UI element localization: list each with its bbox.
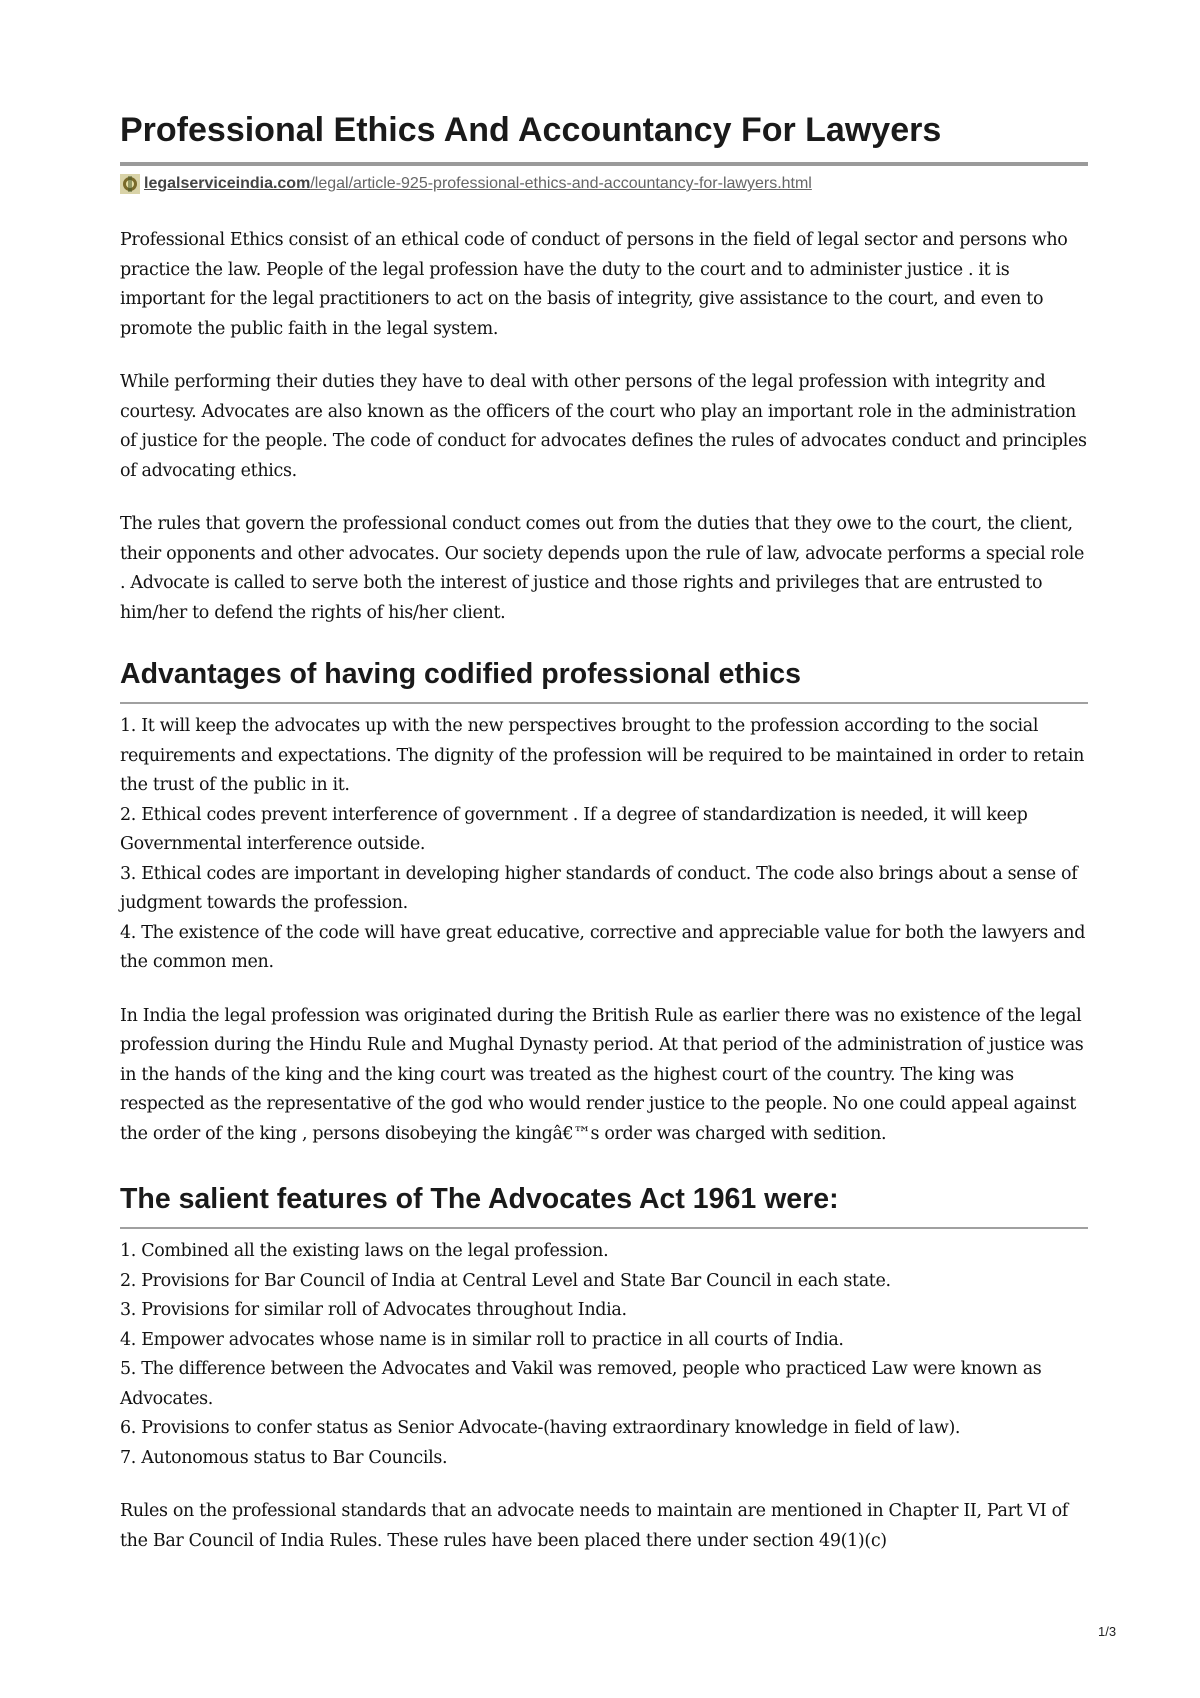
list-item: 2. Provisions for Bar Council of India at Central Level and State Bar Council in each state. [120, 1270, 891, 1291]
list-item: 5. The difference between the Advocates and Vakil was removed, people who practiced Law were known as Advocates. [120, 1359, 1042, 1409]
list-item: 3. Ethical codes are important in developing higher standards of conduct. The code also brings about a sense of judgment towards the profession. [120, 863, 1078, 913]
list-item: 4. The existence of the code will have great educative, corrective and appreciable value for both the lawyers and the common men. [120, 922, 1086, 972]
advantages-list [120, 712, 1088, 978]
features-list [120, 1237, 1088, 1473]
list-item: 2. Ethical codes prevent interference of government . If a degree of standardization is needed, it will keep Governmental interference outside. [120, 804, 1028, 854]
article-title: Professional Ethics And Accountancy For Lawyers [120, 108, 1088, 166]
article [120, 108, 1088, 1556]
page-number: 1/3 [1098, 1624, 1117, 1639]
list-item: 4. Empower advocates whose name is in similar roll to practice in all courts of India. [120, 1329, 844, 1350]
site-favicon-icon [120, 174, 140, 194]
history-paragraph: In India the legal profession was originated during the British Rule as earlier there was no existence of the legal profession during the Hindu Rule and Mughal Dynasty period. At that period of the administration of justice was in the hands of the king and the king court was treated as the highest court of the country. The king was respected as the representative of the god who would render justice to the people. No one could appeal against the order of the king , persons disobeying the kingâ€™s order was charged with sedition. [120, 1005, 1084, 1144]
intro-paragraph: Professional Ethics consist of an ethical code of conduct of persons in the field of legal sector and persons who practice the law. People of the legal profession have the duty to the court and to administer justice . it is important for the legal practitioners to act on the basis of integrity, give assistance to the court, and even to promote the public faith in the legal system. [120, 230, 1068, 339]
section-heading-advantages: Advantages of having codified professional ethics [120, 654, 1088, 704]
list-item: 3. Provisions for similar roll of Advocates throughout India. [120, 1300, 627, 1320]
intro-section [120, 226, 1088, 628]
list-item: 1. It will keep the advocates up with the new perspectives brought to the profession according to the social requirements and expectations. The dignity of the profession will be required to be maintained in order to retain the trust of the public in it. [120, 716, 1085, 795]
intro-paragraph: While performing their duties they have to deal with other persons of the legal profession with integrity and courtesy. Advocates are also known as the officers of the court who play an important role in the administration of justice for the people. The code of conduct for advocates defines the rules of advocates conduct and principles of advocating ethics. [120, 372, 1087, 481]
list-item: 1. Combined all the existing laws on the legal profession. [120, 1241, 609, 1261]
rules-paragraph: Rules on the professional standards that an advocate needs to maintain are mentioned in Chapter II, Part VI of the Bar Council of India Rules. These rules have been placed there under section 49(1)(c) [120, 1501, 1068, 1551]
list-item: 6. Provisions to confer status as Senior Advocate-(having extraordinary knowledge in field of law). [120, 1418, 961, 1438]
intro-paragraph: The rules that govern the professional conduct comes out from the duties that they owe to the court, the client, their opponents and other advocates. Our society depends upon the rule of law, advocate performs a special role . Advocate is called to serve both the interest of justice and those rights and privileges that are entrusted to him/her to defend the rights of his/her client. [120, 514, 1085, 623]
source-path: /legal/article-925-professional-ethics-and-accountancy-for-lawyers.html [310, 175, 812, 192]
source-link[interactable] [144, 175, 812, 193]
source-line [120, 172, 1088, 196]
source-domain: legalserviceindia.com [144, 175, 311, 192]
section-heading-advocates-act: The salient features of The Advocates Act 1961 were: [120, 1179, 1088, 1229]
list-item: 7. Autonomous status to Bar Councils. [120, 1447, 448, 1468]
